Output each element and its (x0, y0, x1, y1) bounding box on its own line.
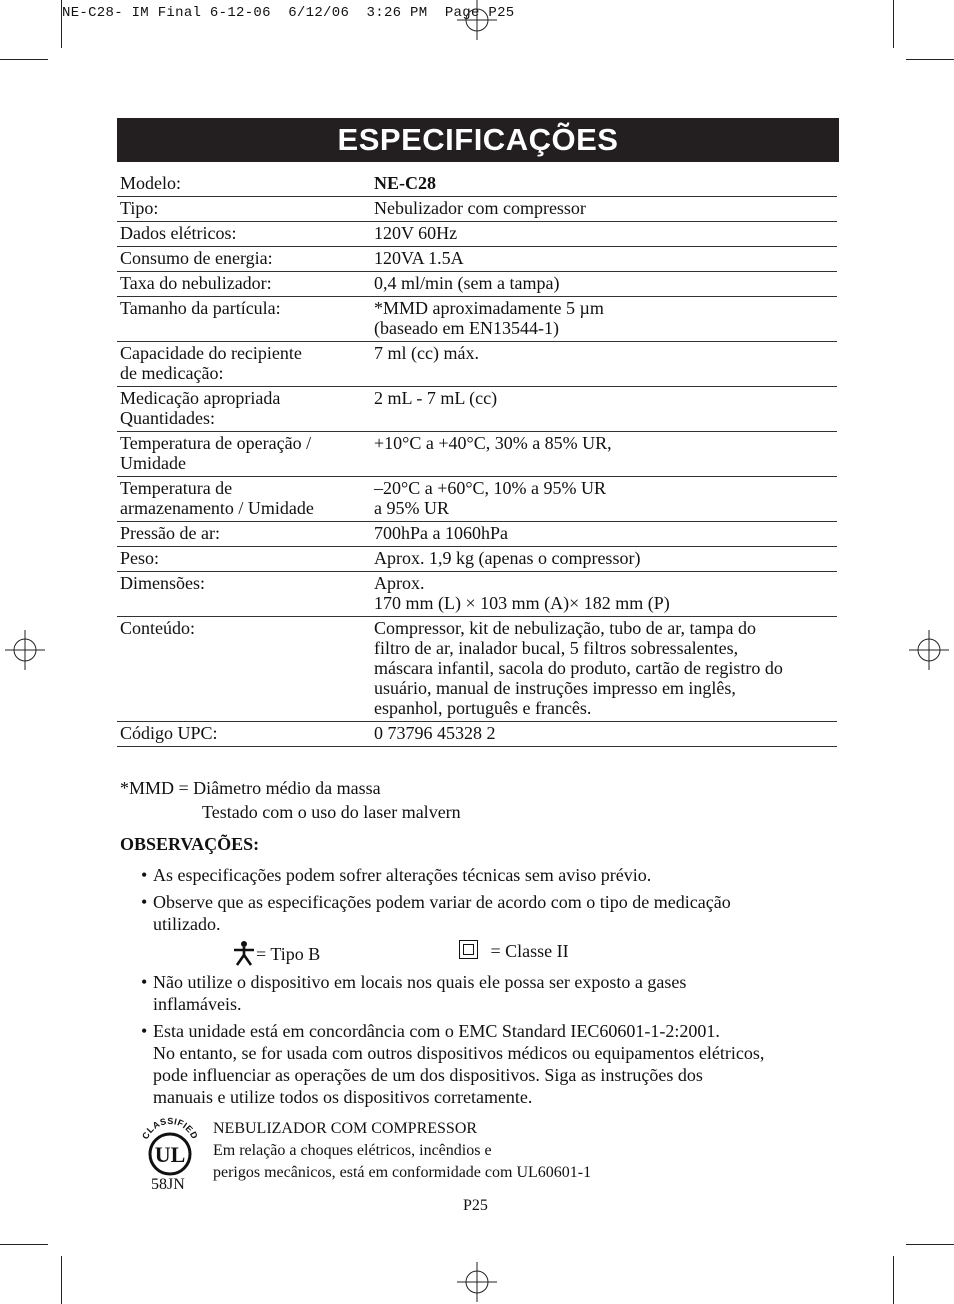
spec-value: Aprox. 1,9 kg (apenas o compressor) (374, 548, 641, 568)
ul-file-code: 58JN (151, 1176, 185, 1193)
spec-value: Compressor, kit de nebulização, tubo de ar, tampa do filtro de ar, inalador bucal, 5 filtros sobressalentes, máscara infantil, sacola do produto, cartão de registro do usuário, manual de instruções impresso em inglês, espanhol, português e francês. (374, 618, 783, 718)
observation-item (141, 864, 841, 886)
ul-logo-letters: UL (154, 1142, 186, 1167)
spec-value: NE-C28 (374, 173, 436, 193)
spec-label: Tamanho da partícula: (120, 298, 281, 318)
crop-mark (893, 0, 894, 48)
crop-mark (61, 1256, 62, 1304)
spec-label: Capacidade do recipiente de medicação: (120, 343, 302, 383)
page-number: P25 (463, 1197, 488, 1214)
registration-mark-icon (5, 630, 45, 670)
observation-text: Observe que as especificações podem variar de acordo com o tipo de medicação utilizado. (153, 892, 731, 934)
spec-row (117, 197, 837, 222)
spec-value: 120V 60Hz (374, 223, 458, 243)
spec-row (117, 432, 837, 477)
bullet-icon: • (141, 865, 148, 885)
observation-text: As especificações podem sofrer alterações técnicas sem aviso prévio. (153, 865, 652, 885)
spec-label: Dimensões: (120, 573, 205, 593)
spec-value: 0 73796 45328 2 (374, 723, 496, 743)
crop-mark (0, 59, 48, 60)
ul-line: Em relação a choques elétricos, incêndios e (213, 1142, 492, 1159)
footnote-line: *MMD = Diâmetro médio da massa (120, 778, 381, 798)
spec-value: 7 ml (cc) máx. (374, 343, 479, 363)
spec-row (117, 572, 837, 617)
crop-mark (61, 0, 62, 48)
spec-row (117, 617, 837, 722)
spec-value: 0,4 ml/min (sem a tampa) (374, 273, 560, 293)
ul-logo-top-text: CLASSIFIED (140, 1115, 200, 1141)
registration-mark-icon (457, 0, 497, 40)
observation-item (141, 891, 841, 935)
spec-row (117, 477, 837, 522)
registration-mark-icon (909, 630, 949, 670)
class-ii-symbol (459, 940, 569, 962)
observation-text: Não utilize o dispositivo em locais nos quais ele possa ser exposto a gases inflamáveis. (153, 972, 687, 1014)
spec-value: Nebulizador com compressor (374, 198, 586, 218)
spec-value: 120VA 1.5A (374, 248, 464, 268)
svg-text:CLASSIFIED (140, 1116, 200, 1141)
spec-value: *MMD aproximadamente 5 µm (baseado em EN13544-1) (374, 298, 604, 338)
bullet-icon: • (141, 972, 148, 992)
spec-label: Temperatura de operação / Umidade (120, 433, 312, 473)
mmd-footnote (120, 776, 461, 824)
spec-row (117, 272, 837, 297)
class-ii-double-square-icon (459, 940, 478, 959)
type-b-label: = Tipo B (256, 944, 321, 964)
spec-row (117, 222, 837, 247)
spec-label: Modelo: (120, 173, 181, 193)
ul-line: NEBULIZADOR COM COMPRESSOR (213, 1120, 478, 1137)
spec-row (117, 522, 837, 547)
spec-table (117, 172, 837, 747)
spec-row (117, 387, 837, 432)
type-b-person-icon (232, 940, 256, 966)
printer-slug: NE-C28- IM Final 6-12-06 6/12/06 3:26 PM Page P25 (62, 5, 515, 21)
spec-label: Temperatura de armazenamento / Umidade (120, 478, 314, 518)
spec-label: Consumo de energia: (120, 248, 273, 268)
registration-mark-icon (457, 1262, 497, 1302)
crop-mark (893, 1256, 894, 1304)
ul-line: perigos mecânicos, está em conformidade com UL60601-1 (213, 1164, 592, 1181)
spec-row (117, 247, 837, 272)
spec-value: 700hPa a 1060hPa (374, 523, 508, 543)
crop-mark (906, 1244, 954, 1245)
ul-compliance-text (213, 1118, 591, 1184)
spec-value: 2 mL - 7 mL (cc) (374, 388, 498, 408)
spec-row (117, 172, 837, 197)
spec-value: Aprox. 170 mm (L) × 103 mm (A)× 182 mm (P) (374, 573, 670, 613)
spec-label: Conteúdo: (120, 618, 195, 638)
spec-row (117, 297, 837, 342)
type-b-symbol (232, 940, 320, 966)
spec-label: Pressão de ar: (120, 523, 220, 543)
spec-row (117, 722, 837, 747)
crop-mark (906, 59, 954, 60)
observation-text: Esta unidade está em concordância com o EMC Standard IEC60601-1-2:2001. No entanto, se for usada com outros dispositivos médicos ou equipamentos elétricos, pode influenciar as operações de um dos dispositivos. Siga as instruções dos manuais e utilize todos os dispositivos corretamente. (153, 1021, 765, 1107)
footnote-line: Testado com o uso do laser malvern (202, 802, 461, 822)
spec-label: Dados elétricos: (120, 223, 237, 243)
observations-title: OBSERVAÇÕES: (120, 834, 260, 854)
spec-row (117, 547, 837, 572)
bullet-icon: • (141, 1021, 148, 1041)
spec-label: Tipo: (120, 198, 159, 218)
page-title: ESPECIFICAÇÕES (117, 118, 839, 162)
bullet-icon: • (141, 892, 148, 912)
spec-label: Código UPC: (120, 723, 218, 743)
crop-mark (0, 1244, 48, 1245)
spec-value: +10°C a +40°C, 30% a 85% UR, (374, 433, 612, 453)
spec-label: Peso: (120, 548, 160, 568)
spec-label: Taxa do nebulizador: (120, 273, 272, 293)
observation-item (141, 1020, 841, 1108)
class-ii-label: = Classe II (490, 941, 569, 961)
spec-value: –20°C a +60°C, 10% a 95% UR a 95% UR (374, 478, 607, 518)
observation-item (141, 971, 841, 1015)
ul-classified-logo-icon (138, 1114, 202, 1178)
spec-row (117, 342, 837, 387)
spec-label: Medicação apropriada Quantidades: (120, 388, 281, 428)
